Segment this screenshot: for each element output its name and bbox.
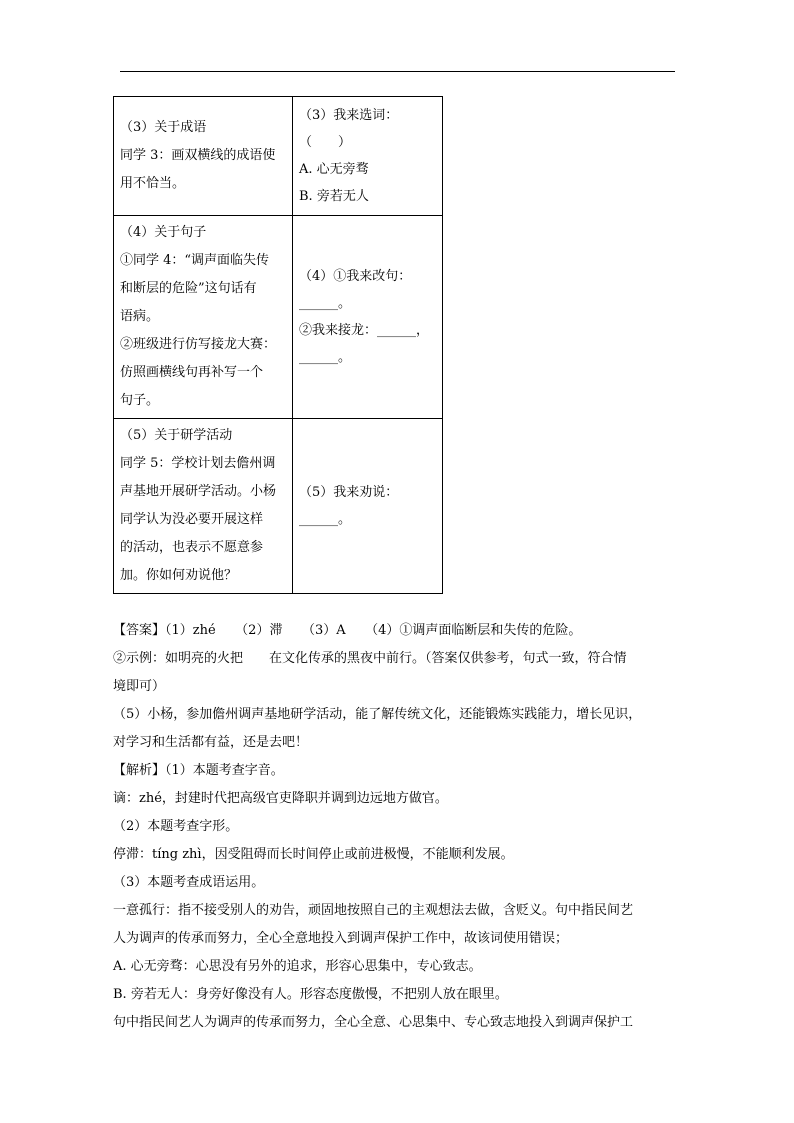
cell-text: （3）我来选词： xyxy=(299,108,399,123)
cell-text: 和断层的危险”这句话有 xyxy=(120,281,257,296)
answer-line: 对学习和生活都有益，还是去吧！ xyxy=(113,735,309,750)
analysis-line: 句中指民间艺人为调声的传承而努力，全心全意、心思集中、专心致志地投入到调声保护工 xyxy=(113,1015,634,1030)
cell-text: ②我来接龙：______， xyxy=(299,323,430,338)
table-row xyxy=(114,216,443,419)
header-rule xyxy=(120,71,675,72)
answer-line: （5）小杨，参加儋州调声基地研学活动，能了解传统文化，还能锻炼实践能力，增长见识， xyxy=(113,707,642,722)
cell-text: 同学认为没必要开展这样 xyxy=(120,512,264,527)
analysis-line: B. 旁若无人：身旁好像没有人。形容态度傲慢，不把别人放在眼里。 xyxy=(113,987,508,1002)
analysis-line: A. 心无旁骛：心思没有另外的追求，形容心思集中，专心致志。 xyxy=(113,959,482,974)
analysis-line: 【解析】（1）本题考查字音。 xyxy=(113,763,284,778)
table-cell-choose-word xyxy=(293,97,443,216)
cell-text: 同学 3：画双横线的成语使 xyxy=(120,148,276,163)
answer-line: ②示例：如明亮的火把 在文化传承的黑夜中前行。（答案仅供参考，句式一致，符合情 xyxy=(113,651,627,666)
table-cell-sentence-topic xyxy=(114,216,293,419)
analysis-line: 一意孤行：指不接受别人的劝告，顽固地按照自己的主观想法去做，含贬义。句中指民间艺 xyxy=(113,903,634,918)
table-cell-study-trip-topic xyxy=(114,419,293,594)
answer-blank: （ ） xyxy=(299,135,352,150)
answer-blank: ______。 xyxy=(299,350,352,365)
table-row xyxy=(114,419,443,594)
cell-text: 的活动，也表示不愿意参 xyxy=(120,540,264,555)
table-cell-revise-sentence xyxy=(293,216,443,419)
cell-text: ①同学 4：“调声面临失传 xyxy=(120,253,270,268)
table-row xyxy=(114,97,443,216)
table-cell-idiom-topic xyxy=(114,97,293,216)
cell-text: 同学 5：学校计划去儋州调 xyxy=(120,456,276,471)
cell-text: 声基地开展研学活动。小杨 xyxy=(120,484,277,499)
analysis-line: 人为调声的传承而努力，全心全意地投入到调声保护工作中，故该词使用错误； xyxy=(113,931,569,946)
cell-text: （4）关于句子 xyxy=(120,225,207,240)
analysis-line: 停滞：tíng zhì，因受阻碍而长时间停止或前进极慢，不能顺利发展。 xyxy=(113,847,514,862)
table-cell-persuade xyxy=(293,419,443,594)
cell-text: （3）关于成语 xyxy=(120,120,207,135)
cell-text: （5）关于研学活动 xyxy=(120,428,233,443)
cell-text: 用不恰当。 xyxy=(120,176,186,191)
option-b: B. 旁若无人 xyxy=(299,189,369,204)
cell-text: 语病。 xyxy=(120,309,160,324)
answer-blank: ______。 xyxy=(299,296,352,311)
cell-text: ②班级进行仿写接龙大赛： xyxy=(120,337,277,352)
answer-section xyxy=(113,617,683,1037)
cell-text: 句子。 xyxy=(120,393,160,408)
answer-line: 【答案】（1）zhé （2）滞 （3）A （4）①调声面临断层和失传的危险。 xyxy=(113,623,582,638)
cell-text: 仿照画横线句再补写一个 xyxy=(120,365,264,380)
cell-text: （4）①我来改句： xyxy=(299,269,412,284)
analysis-line: （3）本题考查成语运用。 xyxy=(113,875,265,890)
answer-blank: ______。 xyxy=(299,512,352,527)
analysis-line: （2）本题考查字形。 xyxy=(113,819,239,834)
cell-text: （5）我来劝说： xyxy=(299,485,399,500)
analysis-line: 谪：zhé，封建时代把高级官吏降职并调到边远地方做官。 xyxy=(113,791,448,806)
answer-line: 境即可） xyxy=(113,679,166,694)
question-table xyxy=(113,96,443,594)
cell-text: 加。你如何劝说他？ xyxy=(120,568,238,583)
option-a: A. 心无旁骛 xyxy=(299,162,369,177)
